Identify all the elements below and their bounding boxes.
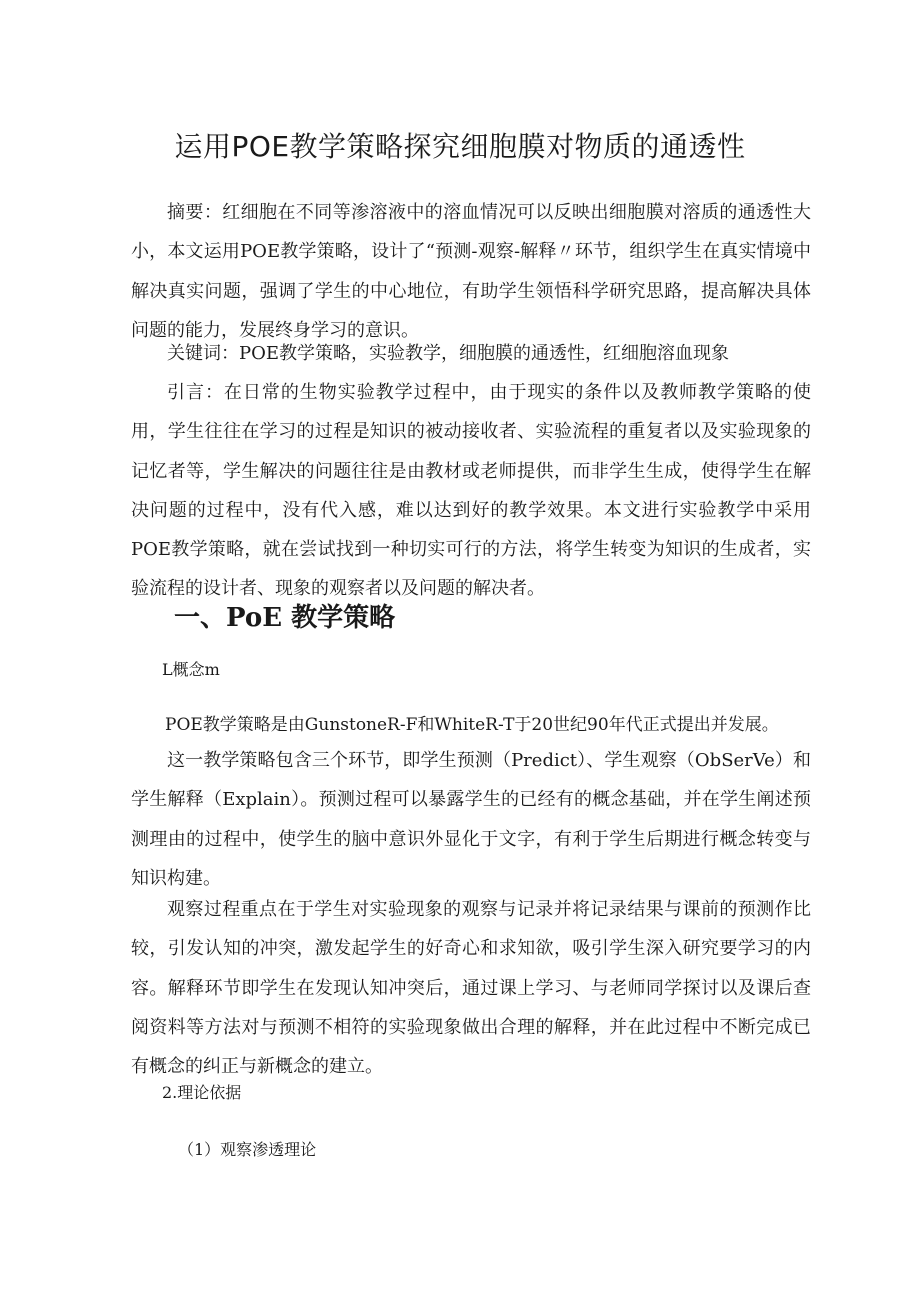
definition-line: POE教学策略是由GunstoneR-F和WhiteR-T于20世纪90年代正式提出并发展。 [165, 715, 779, 735]
abstract-paragraph: 摘要：红细胞在不同等渗溶液中的溶血情况可以反映出细胞膜对溶质的通透性大小，本文运用POE教学策略，设计了“预测-观察-解释〃环节，组织学生在真实情境中解决真实问题，强调了学生的中心地位，有助学生领悟科学研究思路，提高解决具体问题的能力，发展终身学习的意识。 [131, 202, 811, 341]
subsection-heading-theory: 2.理论依据 [162, 1083, 242, 1102]
subsection-heading-concept: L概念m [162, 660, 220, 679]
document-title: 运用POE教学策略探究细胞膜对物质的通透性 [174, 129, 746, 163]
keywords-line: 关键词：POE教学策略，实验教学，细胞膜的通透性，红细胞溶血现象 [167, 343, 730, 364]
observation-paragraph: 观察过程重点在于学生对实验现象的观察与记录并将记录结果与课前的预测作比较，引发认知的冲突，激发起学生的好奇心和求知欲，吸引学生深入研究要学习的内容。解释环节即学生在发现认知冲突后，通过课上学习、与老师同学探讨以及课后查阅资料等方法对与预测不相符的实验现象做出合理的解释，并在此过程中不断完成已有概念的纠正与新概念的建立。 [131, 899, 811, 1078]
section-heading-poe-strategy: 一、PoE 教学策略 [174, 603, 396, 633]
introduction-paragraph: 引言：在日常的生物实验教学过程中，由于现实的条件以及教师教学策略的使用，学生往往在学习的过程是知识的被动接收者、实验流程的重复者以及实验现象的记忆者等，学生解决的问题往往是由教材或老师提供，而非学生生成，使得学生在解决问题的过程中，没有代入感，难以达到好的教学效果。本文进行实验教学中采用POE教学策略，就在尝试找到一种切实可行的方法，将学生转变为知识的生成者，实验流程的设计者、现象的观察者以及问题的解决者。 [131, 382, 811, 600]
poe-cycle-paragraph: 这一教学策略包含三个环节，即学生预测（Predict）、学生观察（ObSerVe）和学生解释（Explain）。预测过程可以暴露学生的已经有的概念基础，并在学生阐述预测理由的过程中，使学生的脑中意识外显化于文字，有利于学生后期进行概念转变与知识构建。 [131, 750, 811, 889]
subsection-heading-observation-theory: （1）观察渗透理论 [178, 1140, 317, 1159]
